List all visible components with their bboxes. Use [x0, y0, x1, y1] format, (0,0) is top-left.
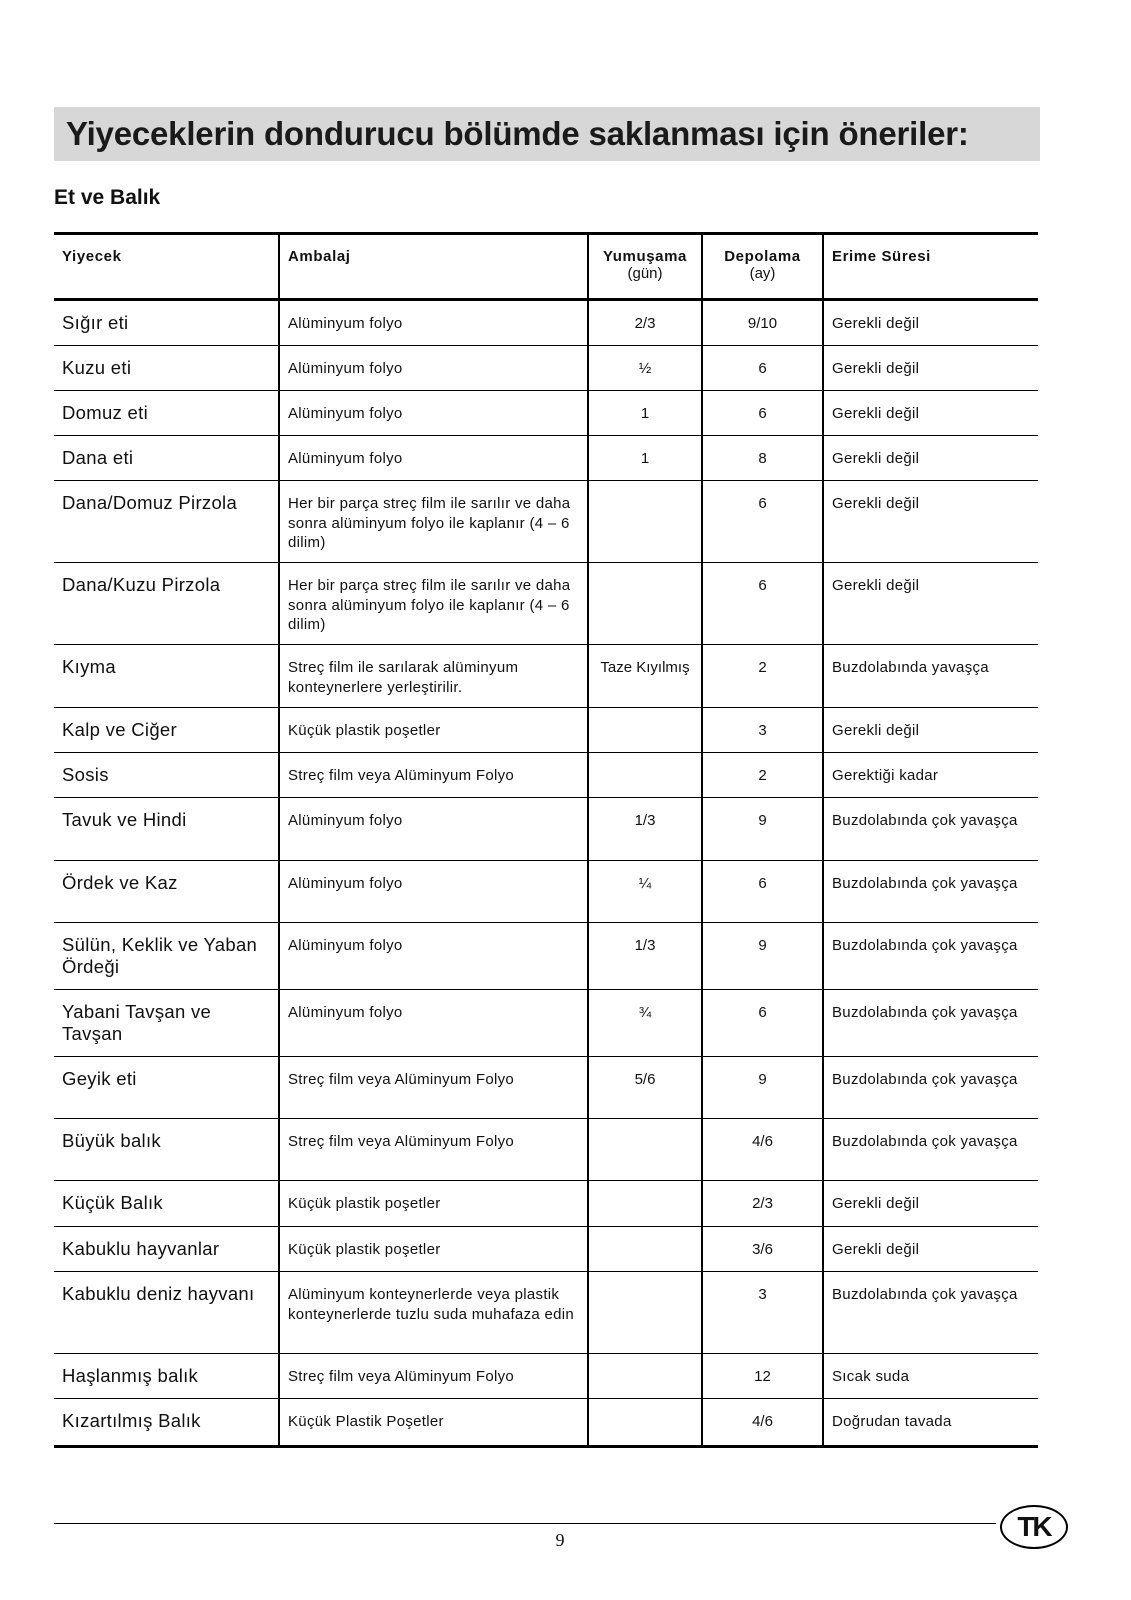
cell-food: Kalp ve Ciğer — [62, 719, 177, 740]
cell-packaging: Küçük Plastik Poşetler — [279, 1399, 588, 1447]
table-row — [54, 436, 1038, 481]
cell-softening: 1/3 — [588, 923, 702, 990]
cell-food: Dana/Kuzu Pirzola — [62, 574, 221, 595]
cell-food: Dana eti — [62, 447, 134, 468]
cell-food: Kabuklu deniz hayvanı — [62, 1283, 255, 1304]
cell-storage: 4/6 — [702, 1119, 823, 1181]
cell-thaw: Buzdolabında çok yavaşça — [823, 990, 1038, 1057]
table-row — [54, 563, 1038, 645]
table-row — [54, 1399, 1038, 1447]
cell-packaging: Streç film veya Alüminyum Folyo — [279, 753, 588, 798]
cell-storage: 9/10 — [702, 300, 823, 346]
cell-thaw: Gerekli değil — [823, 300, 1038, 346]
cell-packaging: Streç film veya Alüminyum Folyo — [279, 1119, 588, 1181]
language-badge: TK — [1000, 1505, 1068, 1549]
cell-thaw: Gerekli değil — [823, 391, 1038, 436]
cell-softening: 1/3 — [588, 798, 702, 861]
table-row — [54, 645, 1038, 708]
cell-packaging: Küçük plastik poşetler — [279, 1227, 588, 1272]
cell-thaw: Sıcak suda — [823, 1354, 1038, 1399]
cell-food: Tavuk ve Hindi — [62, 809, 187, 830]
cell-packaging: Streç film veya Alüminyum Folyo — [279, 1057, 588, 1119]
cell-food: Ördek ve Kaz — [62, 872, 178, 893]
cell-packaging: Küçük plastik poşetler — [279, 1181, 588, 1227]
cell-food: Büyük balık — [62, 1130, 161, 1151]
cell-food: Kızartılmış Balık — [62, 1410, 201, 1431]
cell-softening — [588, 1119, 702, 1181]
cell-softening — [588, 1227, 702, 1272]
cell-packaging: Alüminyum folyo — [279, 923, 588, 990]
cell-food: Kabuklu hayvanlar — [62, 1238, 220, 1259]
cell-packaging: Streç film ile sarılarak alüminyum konteynerlere yerleştirilir. — [279, 645, 588, 708]
cell-softening — [588, 1272, 702, 1354]
cell-storage: 6 — [702, 481, 823, 563]
cell-food: Kıyma — [62, 656, 116, 677]
cell-thaw: Gerekli değil — [823, 346, 1038, 391]
cell-storage: 9 — [702, 1057, 823, 1119]
cell-food: Haşlanmış balık — [62, 1365, 199, 1386]
cell-packaging: Alüminyum folyo — [279, 391, 588, 436]
header-food: Yiyecek — [62, 248, 122, 265]
cell-storage: 2/3 — [702, 1181, 823, 1227]
table-row — [54, 1181, 1038, 1227]
cell-storage: 9 — [702, 798, 823, 861]
cell-thaw: Gerekli değil — [823, 436, 1038, 481]
cell-food: Geyik eti — [62, 1068, 137, 1089]
table-row — [54, 990, 1038, 1057]
cell-packaging: Streç film veya Alüminyum Folyo — [279, 1354, 588, 1399]
cell-food: Küçük Balık — [62, 1192, 163, 1213]
cell-thaw: Buzdolabında çok yavaşça — [823, 1119, 1038, 1181]
section-heading: Et ve Balık — [54, 186, 161, 209]
cell-softening — [588, 1354, 702, 1399]
cell-packaging: Alüminyum folyo — [279, 861, 588, 923]
cell-storage: 6 — [702, 861, 823, 923]
storage-table — [54, 232, 1038, 1448]
cell-softening: 1 — [588, 436, 702, 481]
header-storage — [702, 234, 823, 300]
cell-softening — [588, 753, 702, 798]
table-row — [54, 1354, 1038, 1399]
cell-thaw: Gerekli değil — [823, 563, 1038, 645]
cell-food: Sülün, Keklik ve Yaban Ördeği — [62, 934, 258, 978]
cell-packaging: Alüminyum folyo — [279, 436, 588, 481]
page-number: 9 — [555, 1530, 565, 1550]
table-row — [54, 1272, 1038, 1354]
cell-thaw: Gerektiği kadar — [823, 753, 1038, 798]
cell-food: Kuzu eti — [62, 357, 132, 378]
table-row — [54, 708, 1038, 753]
table-row — [54, 861, 1038, 923]
table-header-row — [54, 234, 1038, 300]
cell-packaging: Her bir parça streç film ile sarılır ve daha sonra alüminyum folyo ile kaplanır (4 – 6 dilim) — [279, 481, 588, 563]
table-row — [54, 1227, 1038, 1272]
cell-thaw: Buzdolabında çok yavaşça — [823, 861, 1038, 923]
table-row — [54, 300, 1038, 346]
cell-softening — [588, 481, 702, 563]
header-storage-unit: (ay) — [749, 265, 776, 282]
cell-softening — [588, 1181, 702, 1227]
cell-food: Sosis — [62, 764, 109, 785]
page-title: Yiyeceklerin dondurucu bölümde saklanması için öneriler: — [66, 115, 969, 152]
header-storage-label: Depolama — [724, 248, 801, 265]
cell-storage: 6 — [702, 563, 823, 645]
cell-softening: 1 — [588, 391, 702, 436]
cell-storage: 8 — [702, 436, 823, 481]
table-row — [54, 1119, 1038, 1181]
cell-thaw: Buzdolabında çok yavaşça — [823, 1057, 1038, 1119]
table-row — [54, 753, 1038, 798]
table-row — [54, 391, 1038, 436]
cell-thaw: Gerekli değil — [823, 1181, 1038, 1227]
cell-storage: 2 — [702, 645, 823, 708]
cell-softening: Taze Kıyılmış — [588, 645, 702, 708]
cell-packaging: Her bir parça streç film ile sarılır ve daha sonra alüminyum folyo ile kaplanır (4 – 6 dilim) — [279, 563, 588, 645]
cell-food: Domuz eti — [62, 402, 148, 423]
table-body — [54, 300, 1038, 1447]
cell-storage: 4/6 — [702, 1399, 823, 1447]
cell-softening — [588, 563, 702, 645]
cell-storage: 2 — [702, 753, 823, 798]
header-softening — [588, 234, 702, 300]
cell-storage: 3/6 — [702, 1227, 823, 1272]
cell-storage: 3 — [702, 1272, 823, 1354]
cell-softening: ¾ — [588, 990, 702, 1057]
cell-thaw: Doğrudan tavada — [823, 1399, 1038, 1447]
table-row — [54, 798, 1038, 861]
cell-food: Yabani Tavşan ve Tavşan — [62, 1001, 212, 1045]
cell-softening — [588, 1399, 702, 1447]
cell-storage: 3 — [702, 708, 823, 753]
cell-storage: 6 — [702, 990, 823, 1057]
table-row — [54, 481, 1038, 563]
title-bar — [54, 107, 1040, 161]
cell-storage: 12 — [702, 1354, 823, 1399]
cell-thaw: Buzdolabında çok yavaşça — [823, 1272, 1038, 1354]
table-row — [54, 1057, 1038, 1119]
cell-thaw: Gerekli değil — [823, 1227, 1038, 1272]
cell-food: Dana/Domuz Pirzola — [62, 492, 238, 513]
cell-softening: ¼ — [588, 861, 702, 923]
footer-divider — [54, 1523, 996, 1524]
cell-storage: 6 — [702, 346, 823, 391]
cell-packaging: Alüminyum folyo — [279, 798, 588, 861]
cell-thaw: Buzdolabında yavaşça — [823, 645, 1038, 708]
header-softening-unit: (gün) — [627, 265, 663, 282]
cell-food: Sığır eti — [62, 312, 129, 333]
cell-thaw: Gerekli değil — [823, 708, 1038, 753]
cell-thaw: Gerekli değil — [823, 481, 1038, 563]
cell-softening — [588, 708, 702, 753]
table-row — [54, 923, 1038, 990]
cell-softening: 5/6 — [588, 1057, 702, 1119]
header-softening-label: Yumuşama — [602, 248, 687, 265]
cell-packaging: Alüminyum konteynerlerde veya plastik konteynerlerde tuzlu suda muhafaza edin — [279, 1272, 588, 1354]
cell-packaging: Küçük plastik poşetler — [279, 708, 588, 753]
cell-packaging: Alüminyum folyo — [279, 300, 588, 346]
cell-thaw: Buzdolabında çok yavaşça — [823, 798, 1038, 861]
table-row — [54, 346, 1038, 391]
cell-softening: ½ — [588, 346, 702, 391]
header-thaw: Erime Süresi — [823, 234, 1038, 300]
header-packaging: Ambalaj — [279, 234, 588, 300]
cell-thaw: Buzdolabında çok yavaşça — [823, 923, 1038, 990]
cell-packaging: Alüminyum folyo — [279, 990, 588, 1057]
cell-softening: 2/3 — [588, 300, 702, 346]
cell-storage: 9 — [702, 923, 823, 990]
cell-packaging: Alüminyum folyo — [279, 346, 588, 391]
cell-storage: 6 — [702, 391, 823, 436]
